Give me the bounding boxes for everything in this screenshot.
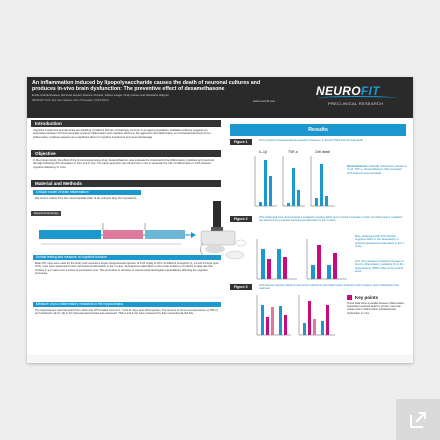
figure-2-note-1: Mice challenged with LPS showed cognitive deficit in the assessed by a reduced spontaneous alternation in the Y-maze. — [355, 235, 405, 249]
figure-2-plot — [251, 235, 352, 283]
logo-subtitle: PRECLINICAL RESEARCH — [328, 101, 384, 106]
key-points-box — [347, 295, 407, 349]
figure-2-charts — [251, 235, 352, 283]
expand-button[interactable] — [396, 399, 440, 440]
figure-1-note-title: Dexamethasone — [347, 165, 368, 168]
figure-1-plot — [251, 146, 341, 211]
pro-inflammatory-text: The hippocampus was harvested from naive and LPS-treated mice at 4, 7 and 21 days post-LPS injection. The amount of tumor necrosis factor-α (TNF-α) and interleukin-1β (IL-1β) in the hippocampal samples was assessed. TNF-α and IL-1β were measured by their respective ELISA kits. — [35, 309, 218, 316]
poster-website: www.neurofit.com — [253, 99, 276, 103]
logo-name-part2: FIT — [360, 84, 380, 98]
fig1-panel-label-2: TNF-α — [288, 150, 298, 154]
poster-affiliation: NEUROFIT SAS, Rue Jean Sapidus, Parc d'Innovation, 67400 Illkirch — [32, 99, 109, 102]
figure-3-label: Figure 3 — [230, 284, 252, 290]
cellular-model-text: Rat neuron culture from the mesencephalic brain of rat embryos (day 15 of gestation). — [35, 197, 138, 200]
poster-header — [27, 77, 413, 118]
expand-arrow-icon — [408, 410, 428, 430]
figure-3-caption: LPS-induced cognitive deficit is reversed by subchronic anti-inflammatory treatment and it relapses upon withdrawal of the treatment. — [259, 284, 399, 291]
fig1-panel-label-3: Cell death — [315, 150, 331, 154]
poster-title: An inflammation induced by lipopolysaccharide causes the death of neuronal cultures and produces in-vivo brain dysfunction: The preventive effect of dexamethasone — [32, 80, 261, 92]
logo-name-part1: NEURO — [316, 84, 361, 98]
figure-2-note-2: LPS mice showed a transient increase in the pro-inflammatory mediators (1) in the hippocampus (150% reflex to the control level) — [355, 260, 404, 274]
subsection-cellular-model: Cellular model of brain inflammation — [33, 190, 141, 195]
figure-1-caption: LPS produced a dexamethasone-sensitive increase in IL-1β and TNFα and neuronal death. — [259, 139, 364, 142]
key-points-marker — [347, 295, 352, 300]
objective-text: In the present study, the effect of the immunosuppressive drug, dexamethasone, was evaluated to characterize the inflammatory cytokines and neuronal damage following LPS stimulation in vitro and in vivo. The same approach was carried out in vivo to ascertain the role of inflammation in LPS-induced cognitive deficiency in mice. — [33, 159, 214, 169]
experimental-design-schema — [31, 211, 216, 251]
poster-authors: Emilie Andrianirinasoa, Bertrand Huyard, Etienne Poiraud, Fabien Lauga, Cindy Haneu and Stéphanie Wagner — [32, 93, 169, 97]
figure-1-charts — [251, 146, 341, 211]
subsection-animal-testing: Animal testing and measure of cognitive function — [33, 255, 221, 260]
figure-3-charts — [251, 291, 340, 339]
experimental-design-label: Experimental design — [31, 211, 61, 216]
section-introduction: Introduction — [31, 120, 221, 127]
animal-testing-text: Male C57 mice were used for the study and received a single intraperitoneal injection of 0.25 mg/kg of LPS. At different timepoints (1, 14 and 21 days post-LPS), mice were assessed for their spontaneous alternation in the Y-maze. Spontaneous alternation is the innate tendency of rodents to alternate free choices in a Y-maze over a series of successive runs. This procedure is sensitive to various pharmacological manipulations affecting the cognitive processes. — [35, 262, 219, 276]
section-methods: Material and Methods — [31, 180, 221, 187]
key-points-title: Key points — [355, 295, 379, 300]
section-results: Results — [230, 124, 406, 136]
logo-swoosh — [318, 96, 396, 100]
subsection-pro-inflammatory: Measure of pro-inflammatory mediators in the hippocampus — [33, 302, 221, 307]
key-points-text: These data show a parallel between inflammation-associated neuronal death in primary neuronal culture and in inflammation-mediated brain dysfunction in mice. — [347, 302, 405, 315]
section-objective: Objective — [31, 150, 221, 157]
mouse-illustration — [195, 199, 251, 264]
figure-3-plot — [251, 291, 340, 339]
figure-1-note-text: markedly reduced the release of IL-1β, TNF-α, Dexamethasone fully prevented LPS-induced neuronal death — [347, 165, 407, 175]
figure-1-note — [347, 165, 407, 175]
figure-2-label: Figure 2 — [230, 216, 252, 222]
introduction-text: Cognitive impairment and dementia are disabling conditions that are increasingly common in an ageing population. Available evidence suggests an association between chronic low-grade systemic inflammation and cognitive decline in the aged and vulnerable brains. An increased brain level of pro-inflammatory cytokines appears as a significant driver of cognitive impairment and neuronal damage. — [33, 129, 212, 139]
figure-1-label: Figure 1 — [230, 139, 252, 145]
timeline-diagram — [31, 211, 216, 251]
references-band — [27, 355, 413, 363]
fig1-panel-label-1: IL-1β — [259, 150, 267, 154]
neurofit-logo — [316, 81, 406, 115]
poster — [27, 77, 413, 363]
figure-2-caption: LPS challenged mice demonstrated a sustained cognitive deficit and a transient increase in brain pro-inflammatory mediators (as assessed by a reduced spontaneous alternation in the Y-maze). — [259, 216, 403, 223]
lab-illustration — [195, 199, 251, 264]
